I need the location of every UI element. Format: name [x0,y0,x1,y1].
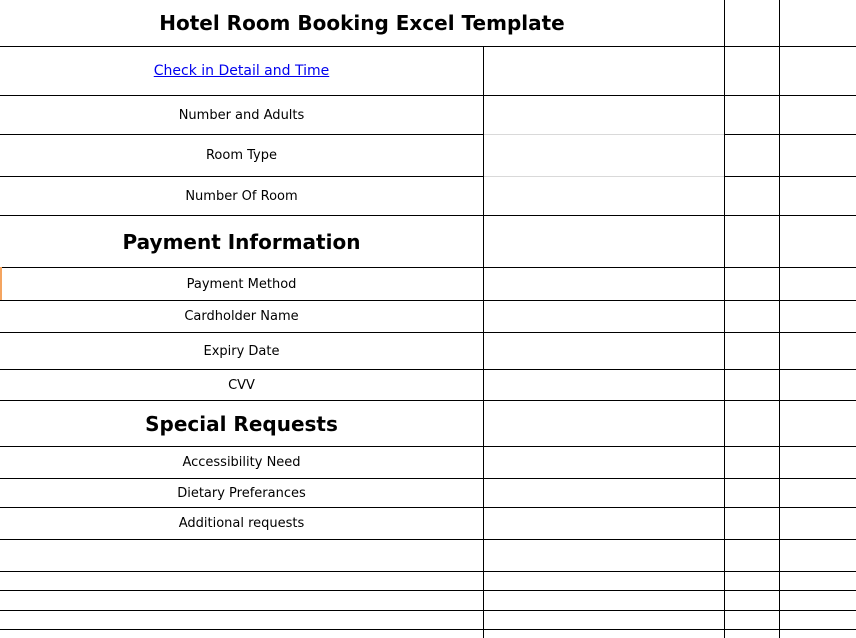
gridline [0,610,856,611]
cvv-label: CVV [228,377,255,393]
check-in-link[interactable]: Check in Detail and Time [153,63,330,79]
gridline-faint [484,134,724,135]
payment-method-label: Payment Method [186,276,297,292]
adults-label: Number and Adults [178,107,305,123]
gridline [724,0,725,638]
dietary-label: Dietary Preferances [177,485,306,501]
check-in-cell [0,47,483,95]
gridline [0,571,856,572]
cardholder-label: Cardholder Name [184,309,299,324]
gridline [483,46,484,638]
gridline [0,590,856,591]
gridline [0,629,856,630]
room-type-label: Room Type [205,148,277,163]
rooms-label: Number Of Room [185,188,298,204]
requests-heading: Special Requests [145,411,338,436]
page-title: Hotel Room Booking Excel Template [159,11,565,35]
gridline [779,0,780,638]
gridline [0,539,856,540]
additional-label: Additional requests [178,516,305,531]
payment-heading: Payment Information [122,229,361,254]
expiry-label: Expiry Date [203,343,280,359]
gridline-faint [484,176,724,177]
accessibility-label: Accessibility Need [182,455,301,470]
